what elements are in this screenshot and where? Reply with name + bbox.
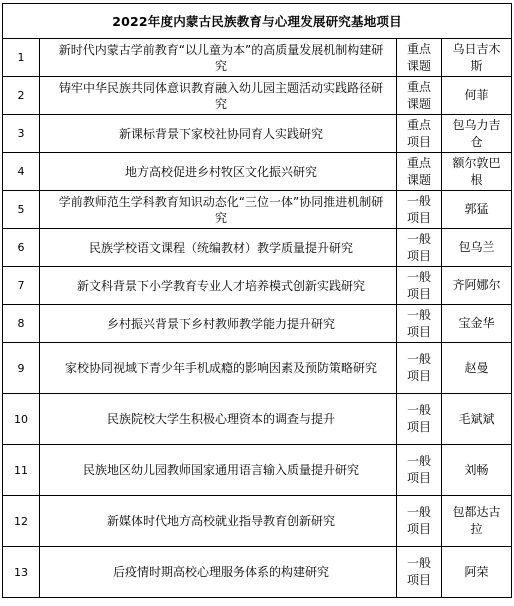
table-row — [3, 77, 512, 115]
table-row — [3, 229, 512, 267]
table-row — [3, 267, 512, 305]
row-number: 7 — [3, 267, 40, 305]
project-host: 包乌力吉仓 — [442, 115, 512, 153]
row-number: 12 — [3, 496, 40, 547]
project-name: 民族学校语文课程（统编教材）教学质量提升研究 — [40, 229, 397, 267]
project-level: 一般项目 — [397, 305, 442, 343]
project-name: 后疫情时期高校心理服务体系的构建研究 — [40, 547, 397, 598]
table-row — [3, 305, 512, 343]
project-level: 重点课题 — [397, 39, 442, 77]
row-number: 5 — [3, 191, 40, 229]
project-host: 阿荣 — [442, 547, 512, 598]
project-name: 学前教师范生学科教育知识动态化“三位一体”协同推进机制研究 — [40, 191, 397, 229]
project-level: 重点课题 — [397, 153, 442, 191]
project-level: 重点项目 — [397, 115, 442, 153]
project-host: 包都达古拉 — [442, 496, 512, 547]
table-row — [3, 153, 512, 191]
project-level: 一般项目 — [397, 547, 442, 598]
project-name: 乡村振兴背景下乡村教师教学能力提升研究 — [40, 305, 397, 343]
project-name: 民族院校大学生积极心理资本的调查与提升 — [40, 394, 397, 445]
table-row — [3, 547, 512, 598]
table-row — [3, 496, 512, 547]
table-row — [3, 191, 512, 229]
project-host: 额尔敦巴根 — [442, 153, 512, 191]
row-number: 3 — [3, 115, 40, 153]
project-level: 一般项目 — [397, 445, 442, 496]
table-row — [3, 39, 512, 77]
project-level: 一般项目 — [397, 343, 442, 394]
project-host: 齐阿娜尔 — [442, 267, 512, 305]
project-level: 一般项目 — [397, 267, 442, 305]
project-level: 一般项目 — [397, 191, 442, 229]
row-number: 9 — [3, 343, 40, 394]
table-row — [3, 445, 512, 496]
project-host: 乌日吉木斯 — [442, 39, 512, 77]
table-row — [3, 343, 512, 394]
project-host: 何菲 — [442, 77, 512, 115]
row-number: 13 — [3, 547, 40, 598]
table-row — [3, 115, 512, 153]
project-level: 一般项目 — [397, 394, 442, 445]
project-host: 刘畅 — [442, 445, 512, 496]
project-host: 赵曼 — [442, 343, 512, 394]
project-name: 铸牢中华民族共同体意识教育融入幼儿园主题活动实践路径研究 — [40, 77, 397, 115]
table-title: 2022年度内蒙古民族教育与心理发展研究基地项目 — [3, 4, 512, 39]
project-name: 民族地区幼儿园教师国家通用语言输入质量提升研究 — [40, 445, 397, 496]
project-host: 郭猛 — [442, 191, 512, 229]
project-name: 新媒体时代地方高校就业指导教育创新研究 — [40, 496, 397, 547]
project-level: 一般项目 — [397, 496, 442, 547]
row-number: 4 — [3, 153, 40, 191]
project-level: 重点课题 — [397, 77, 442, 115]
project-name: 家校协同视域下青少年手机成瘾的影响因素及预防策略研究 — [40, 343, 397, 394]
project-host: 包乌兰 — [442, 229, 512, 267]
project-host: 宝金华 — [442, 305, 512, 343]
row-number: 2 — [3, 77, 40, 115]
row-number: 10 — [3, 394, 40, 445]
project-level: 一般项目 — [397, 229, 442, 267]
row-number: 6 — [3, 229, 40, 267]
row-number: 11 — [3, 445, 40, 496]
project-name: 新课标背景下家校社协同育人实践研究 — [40, 115, 397, 153]
row-number: 8 — [3, 305, 40, 343]
project-name: 新文科背景下小学教育专业人才培养模式创新实践研究 — [40, 267, 397, 305]
project-name: 新时代内蒙古学前教育“以儿童为本”的高质量发展机制构建研究 — [40, 39, 397, 77]
project-name: 地方高校促进乡村牧区文化振兴研究 — [40, 153, 397, 191]
project-host: 毛斌斌 — [442, 394, 512, 445]
row-number: 1 — [3, 39, 40, 77]
table-row — [3, 394, 512, 445]
project-table — [2, 3, 512, 598]
table-title-row — [3, 4, 512, 39]
